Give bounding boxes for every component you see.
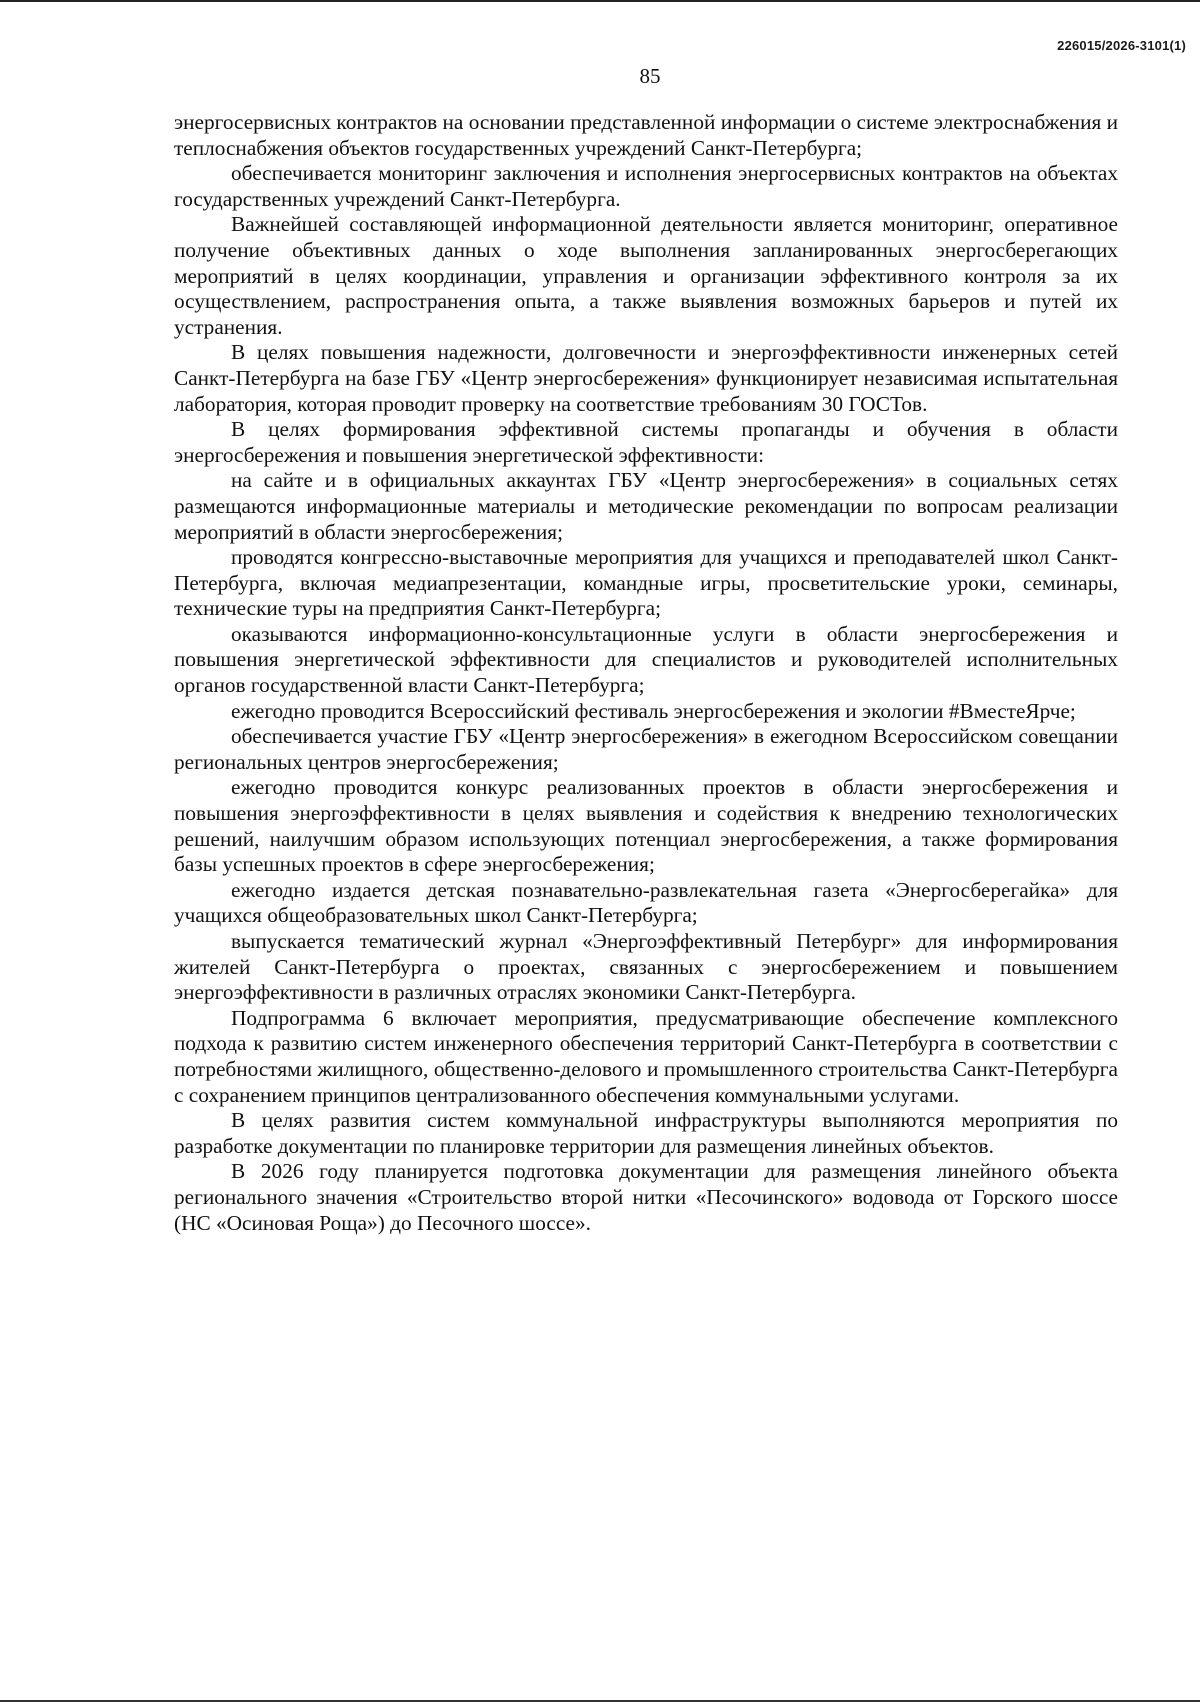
list-item: выпускается тематический журнал «Энергоэффективный Петербург» для информирования жителей Санкт-Петербурга о проектах, связанных с энергосбережением и повышением энергоэффективности в различных отраслях экономики Санкт-Петербурга. <box>174 929 1118 1005</box>
paragraph: энергосервисных контрактов на основании представленной информации о системе электроснабжения и теплоснабжения объектов государственных учреждений Санкт-Петербурга; <box>174 110 1118 160</box>
bottom-scan-border <box>0 1700 1200 1702</box>
registration-number: 226015/2026-3101(1) <box>1057 38 1186 53</box>
list-item: ежегодно проводится Всероссийский фестиваль энергосбережения и экологии #ВместеЯрче; <box>231 698 1076 723</box>
document-body <box>174 110 1118 1236</box>
paragraph: В 2026 году планируется подготовка документации для размещения линейного объекта регионального значения «Строительство второй нитки «Песочинского» водовода от Горского шоссе (НС «Осиновая Роща») до Песочного шоссе». <box>174 1159 1118 1235</box>
list-item: обеспечивается участие ГБУ «Центр энергосбережения» в ежегодном Всероссийском совещании региональных центров энергосбережения; <box>174 724 1118 774</box>
list-item: на сайте и в официальных аккаунтах ГБУ «Центр энергосбережения» в социальных сетях размещаются информационные материалы и методические рекомендации по вопросам реализации мероприятий в области энергосбережения; <box>174 468 1118 544</box>
page-number: 85 <box>639 64 661 88</box>
paragraph: обеспечивается мониторинг заключения и исполнения энергосервисных контрактов на объектах государственных учреждений Санкт-Петербурга. <box>174 161 1118 211</box>
paragraph: В целях повышения надежности, долговечности и энергоэффективности инженерных сетей Санкт-Петербурга на базе ГБУ «Центр энергосбережения» функционирует независимая испытательная лаборатория, которая проводит проверку на соответствие требованиям 30 ГОСТов. <box>174 340 1118 416</box>
paragraph: Важнейшей составляющей информационной деятельности является мониторинг, оперативное получение объективных данных о ходе выполнения запланированных энергосберегающих мероприятий в целях координации, управления и организации эффективного контроля за их осуществлением, распространения опыта, а также выявления возможных барьеров и путей их устранения. <box>174 212 1118 339</box>
top-scan-border <box>0 0 1200 2</box>
list-item: ежегодно издается детская познавательно-развлекательная газета «Энергосберегайка» для учащихся общеобразовательных школ Санкт-Петербурга; <box>174 877 1118 928</box>
list-item: ежегодно проводится конкурс реализованных проектов в области энергосбережения и повышения энергоэффективности в целях выявления и содействия к внедрению технологических решений, наилучшим образом использующих потенциал энергосбережения, а также формирования базы успешных проектов в сфере энергосбережения; <box>174 775 1118 877</box>
paragraph: В целях формирования эффективной системы пропаганды и обучения в области энергосбережения и повышения энергетической эффективности: <box>174 417 1118 467</box>
paragraph: В целях развития систем коммунальной инфраструктуры выполняются мероприятия по разработке документации по планировке территории для размещения линейных объектов. <box>174 1108 1118 1158</box>
list-item: оказываются информационно-консультационные услуги в области энергосбережения и повышения энергетической эффективности для специалистов и руководителей исполнительных органов государственной власти Санкт-Петербурга; <box>174 621 1118 698</box>
list-item: проводятся конгрессно-выставочные мероприятия для учащихся и преподавателей школ Санкт-Петербурга, включая медиапрезентации, командные игры, просветительские уроки, семинары, технические туры на предприятия Санкт-Петербурга; <box>174 545 1118 621</box>
paragraph: Подпрограмма 6 включает мероприятия, предусматривающие обеспечение комплексного подхода к развитию систем инженерного обеспечения территорий Санкт-Петербурга в соответствии с потребностями жилищного, общественно-делового и промышленного строительства Санкт-Петербурга с сохранением принципов централизованного обеспечения коммунальными услугами. <box>174 1005 1118 1107</box>
